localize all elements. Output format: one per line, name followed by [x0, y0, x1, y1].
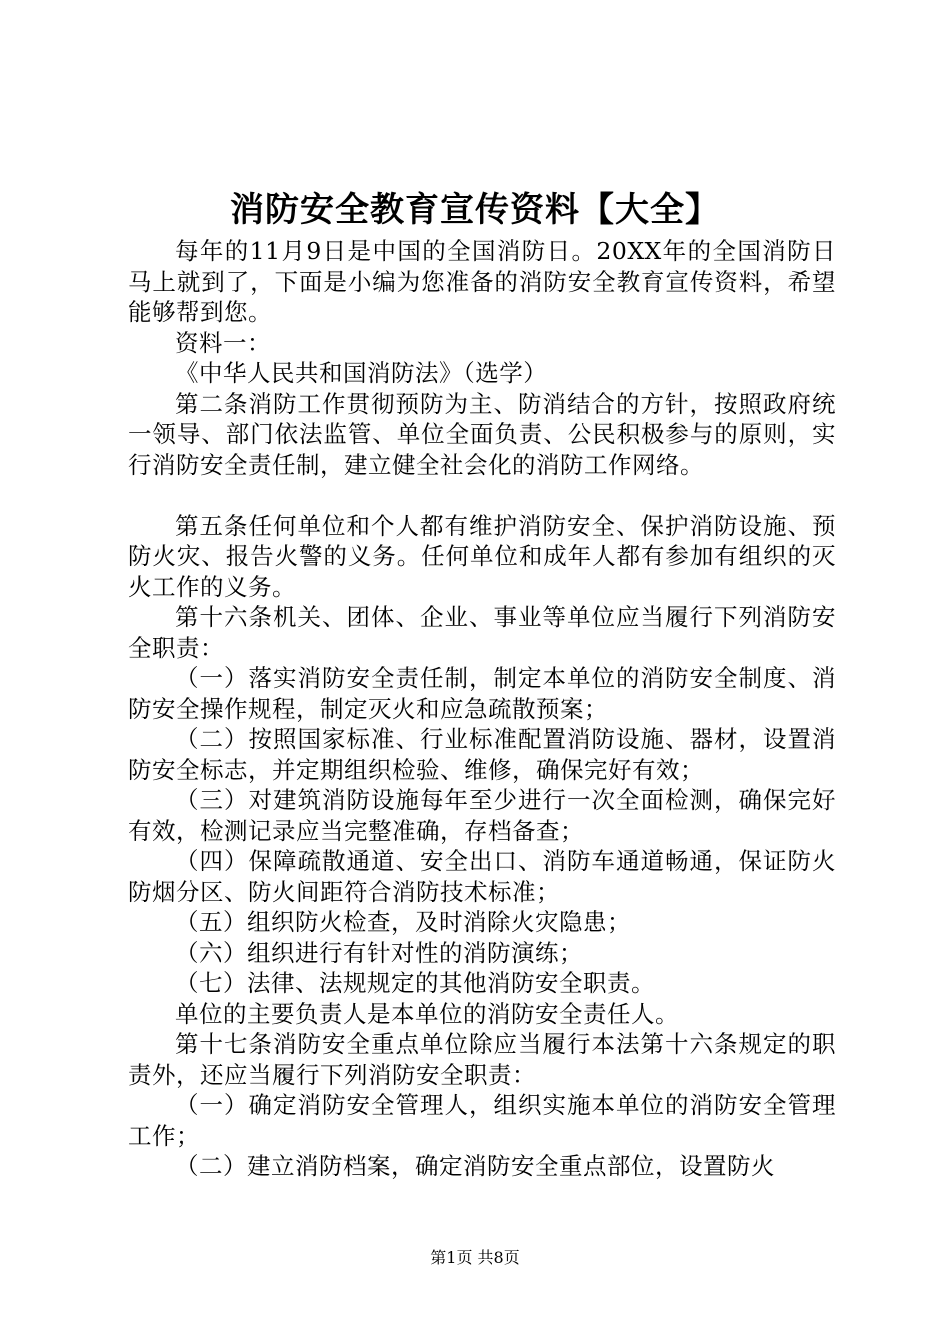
paragraph: 第五条任何单位和个人都有维护消防安全、保护消防设施、预防火灾、报告火警的义务。任何单位和成年人都有参加有组织的灭火工作的义务。: [128, 511, 836, 601]
paragraph: 第十七条消防安全重点单位除应当履行本法第十六条规定的职责外，还应当履行下列消防安全职责：: [128, 1030, 836, 1089]
paragraph: 《中华人民共和国消防法》（选学）: [175, 359, 548, 387]
paragraph: （五）组织防火检查，及时消除火灾隐患；: [175, 908, 631, 936]
paragraph: 第二条消防工作贯彻预防为主、防消结合的方针，按照政府统一领导、部门依法监管、单位全面负责、公民积极参与的原则，实行消防安全责任制，建立健全社会化的消防工作网络。: [128, 389, 836, 479]
paragraph: （一）确定消防安全管理人，组织实施本单位的消防安全管理工作；: [128, 1091, 836, 1150]
paragraph: 第十六条机关、团体、企业、事业等单位应当履行下列消防安全职责：: [128, 603, 836, 662]
paragraph: （一）落实消防安全责任制，制定本单位的消防安全制度、消防安全操作规程，制定灭火和应急疏散预案；: [128, 664, 836, 723]
document-body: [128, 236, 836, 1182]
paragraph: （四）保障疏散通道、安全出口、消防车通道畅通，保证防火防烟分区、防火间距符合消防技术标准；: [128, 847, 836, 906]
paragraph: 单位的主要负责人是本单位的消防安全责任人。: [175, 999, 679, 1028]
paragraph: （七）法律、法规规定的其他消防安全职责。: [175, 969, 655, 997]
paragraph: 资料一：: [175, 328, 271, 357]
paragraph: （三）对建筑消防设施每年至少进行一次全面检测，确保完好有效，检测记录应当完整准确，存档备查；: [128, 786, 836, 845]
document-title: 消防安全教育宣传资料【大全】: [230, 190, 720, 230]
paragraph: （二）建立消防档案，确定消防安全重点部位，设置防火: [175, 1152, 775, 1180]
paragraph: （二）按照国家标准、行业标准配置消防设施、器材，设置消防安全标志，并定期组织检验、维修，确保完好有效；: [128, 725, 836, 784]
blank-line: [128, 480, 836, 511]
paragraph: 每年的11月9日是中国的全国消防日。20XX年的全国消防日马上就到了，下面是小编为您准备的消防安全教育宣传资料，希望能够帮到您。: [128, 237, 836, 326]
page-footer: 第1页 共8页: [430, 1248, 520, 1267]
paragraph: （六）组织进行有针对性的消防演练；: [175, 938, 583, 967]
